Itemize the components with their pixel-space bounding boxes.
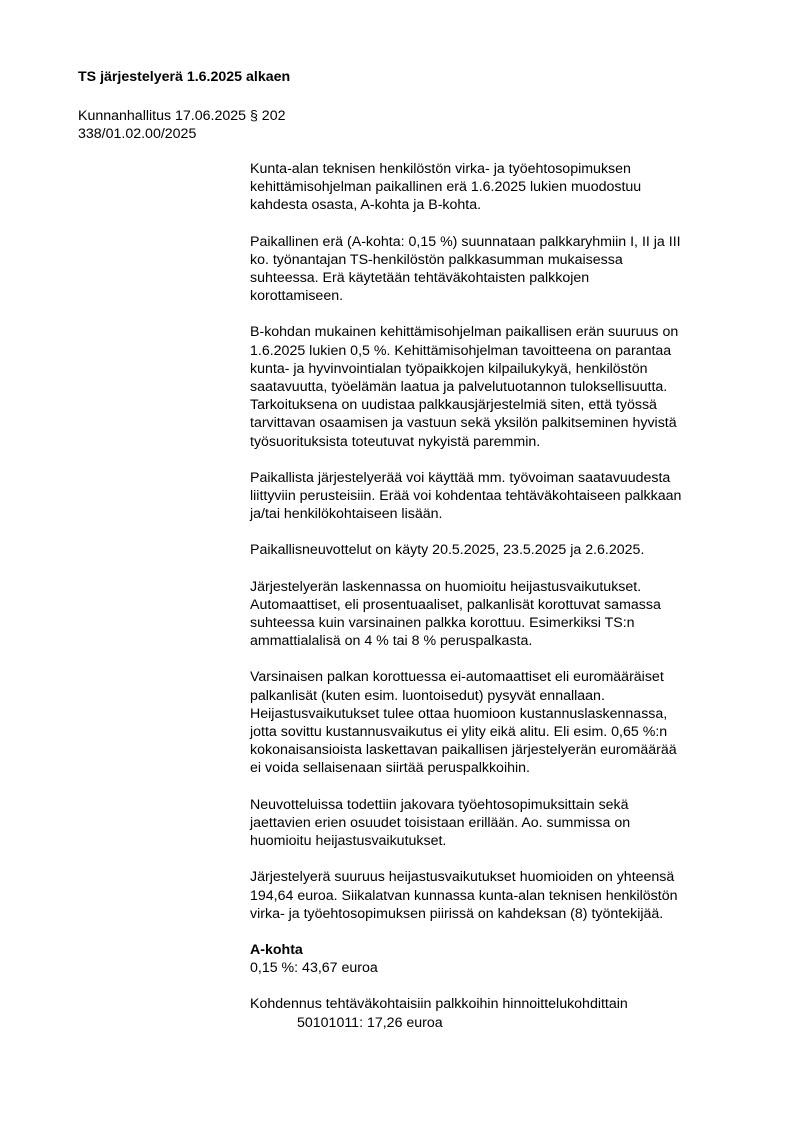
paragraph-intro: Kunta-alan teknisen henkilöstön virka- ja työehtosopimuksen kehittämisohjelman paikallinen erä 1.6.2025 lukien muodostuu kahdesta osasta, A-kohta ja B-kohta.: [250, 161, 642, 214]
a-kohta-section: [250, 941, 740, 1032]
paragraph-a-kohta: Paikallinen erä (A-kohta: 0,15 %) suunnataan palkkaryhmiin I, II ja III ko. työnantajan TS-henkilöstön palkkasumman mukaisessa suhteessa. Erä käytetään tehtäväkohtaisten palkkojen korottamiseen.: [250, 233, 681, 305]
paragraph-base-salary: Varsinaisen palkan korottuessa ei-automaattiset eli euromääräiset palkanlisät (kuten esim. luontoisedut) pysyvät ennallaan. Heijastusvaikutukset tulee ottaa huomioon kustannuslaskennassa, jotta sovittu kustannusvaikutus ei ylity eikä alitu. Eli esim. 0,65 %:n kokonaisansioista laskettavan paikallisen järjestelyerän euromäärää ei voida sellaisenaan siirtää peruspalkkoihin.: [250, 669, 677, 777]
allocation-title: Kohdennus tehtäväkohtaisiin palkkoihin hinnoittelukohdittain: [250, 996, 628, 1013]
paragraph-distribution: Neuvotteluissa todettiin jakovara työehtosopimuksittain sekä jaettavien erien osuudet toisistaan erillään. Ao. summissa on huomioitu heijastusvaikutukset.: [250, 796, 631, 850]
document-title: TS järjestelyerä 1.6.2025 alkaen: [78, 69, 291, 85]
meeting-reference: Kunnanhallitus 17.06.2025 § 202: [78, 108, 286, 124]
paragraph-usage: Paikallista järjestelyerää voi käyttää mm. työvoiman saatavuudesta liittyviin perusteisiin. Erää voi kohdentaa tehtäväkohtaiseen palkkaan ja/tai henkilökohtaiseen lisään.: [250, 469, 682, 523]
allocation-item: 50101011: 17,26 euroa: [297, 1014, 443, 1031]
paragraph-total: Järjestelyerä suuruus heijastusvaikutukset huomioiden on yhteensä 194,64 euroa. Siikalatvan kunnassa kunta-alan teknisen henkilöstön virka- ja työehtosopimuksen piirissä on kahdeksan (8) työntekijää.: [250, 869, 678, 922]
paragraph-negotiations: Paikallisneuvottelut on käyty 20.5.2025, 23.5.2025 ja 2.6.2025.: [250, 542, 645, 559]
paragraph-reflection-effects: Järjestelyerän laskennassa on huomioitu heijastusvaikutukset. Automaattiset, eli prosentuaaliset, palkanlisät korottuvat samassa suhteessa kuin varsinainen palkka korottuu. Esimerkiksi TS:n ammattialalisä on 4 % tai 8 % peruspalkasta.: [250, 578, 661, 650]
document-meta: [78, 107, 285, 143]
paragraph-b-kohta: B-kohdan mukainen kehittämisohjelman paikallisen erän suuruus on 1.6.2025 lukien 0,5 %. Kehittämisohjelman tavoitteena on parantaa kunta- ja hyvinvointialan työpaikkojen kilpailukykyä, henkilöstön saatavuutta, työelämän laatua ja palvelutuotannon tuloksellisuutta. Tarkoituksena on uudistaa palkkausjärjestelmiä siten, että työssä tarvittavan osaamisen ja vastuun sekä yksilön palkitseminen hyvistä työsuorituksista toteutuvat nykyistä paremmin.: [250, 324, 679, 450]
a-kohta-amount: 0,15 %: 43,67 euroa: [250, 960, 378, 977]
document-body: [250, 160, 740, 1032]
record-number: 338/01.02.00/2025: [78, 126, 197, 143]
a-kohta-heading: A-kohta: [250, 941, 303, 958]
